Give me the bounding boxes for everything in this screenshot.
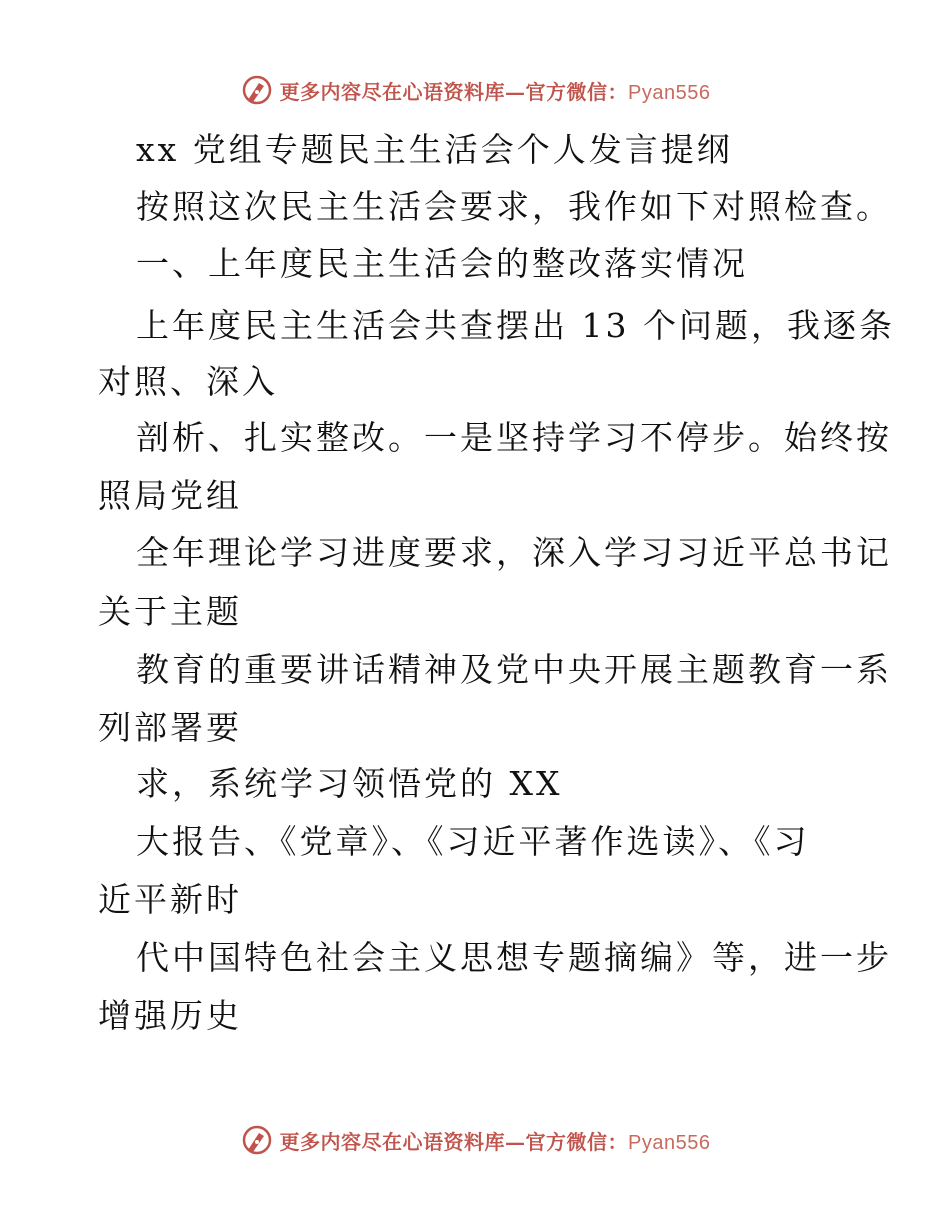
paragraph-line: 按照这次民主生活会要求，我作如下对照检查。 (136, 187, 892, 226)
footer-watermark (0, 1120, 950, 1160)
watermark-text: 更多内容尽在心语资料库—官方微信： (279, 1129, 629, 1154)
paragraph-line: 关于主题 (98, 592, 242, 631)
paragraph-line: 照局党组 (98, 476, 242, 515)
watermark-handle: Pyan556 (628, 1131, 711, 1154)
pen-nib-circle-icon (240, 1123, 274, 1157)
paragraph-line: 剖析、扎实整改。一是坚持学习不停步。始终按 (136, 418, 892, 457)
paragraph-line: 代中国特色社会主义思想专题摘编》等，进一步 (136, 938, 892, 977)
watermark-text: 更多内容尽在心语资料库—官方微信： (279, 79, 629, 104)
paragraph-line: 上年度民主生活会共查摆出 13 个问题，我逐条 (136, 306, 895, 345)
paragraph-line: 求，系统学习领悟党的 XX (136, 764, 563, 803)
paragraph-line: 近平新时 (98, 880, 242, 919)
paragraph-line: 大报告、《党章》、《习近平著作选读》、《习 (136, 822, 810, 861)
paragraph-line: 教育的重要讲话精神及党中央开展主题教育一系 (136, 650, 892, 689)
document-title: xx 党组专题民主生活会个人发言提纲 (136, 130, 733, 169)
header-watermark (0, 70, 950, 110)
paragraph-line: 列部署要 (98, 708, 242, 747)
section-heading: 一、上年度民主生活会的整改落实情况 (136, 244, 748, 283)
paragraph-line: 增强历史 (98, 996, 242, 1035)
paragraph-line: 全年理论学习进度要求，深入学习习近平总书记 (136, 533, 892, 572)
paragraph-line: 对照、深入 (98, 362, 278, 401)
watermark-handle: Pyan556 (628, 81, 711, 104)
pen-nib-circle-icon (240, 73, 274, 107)
